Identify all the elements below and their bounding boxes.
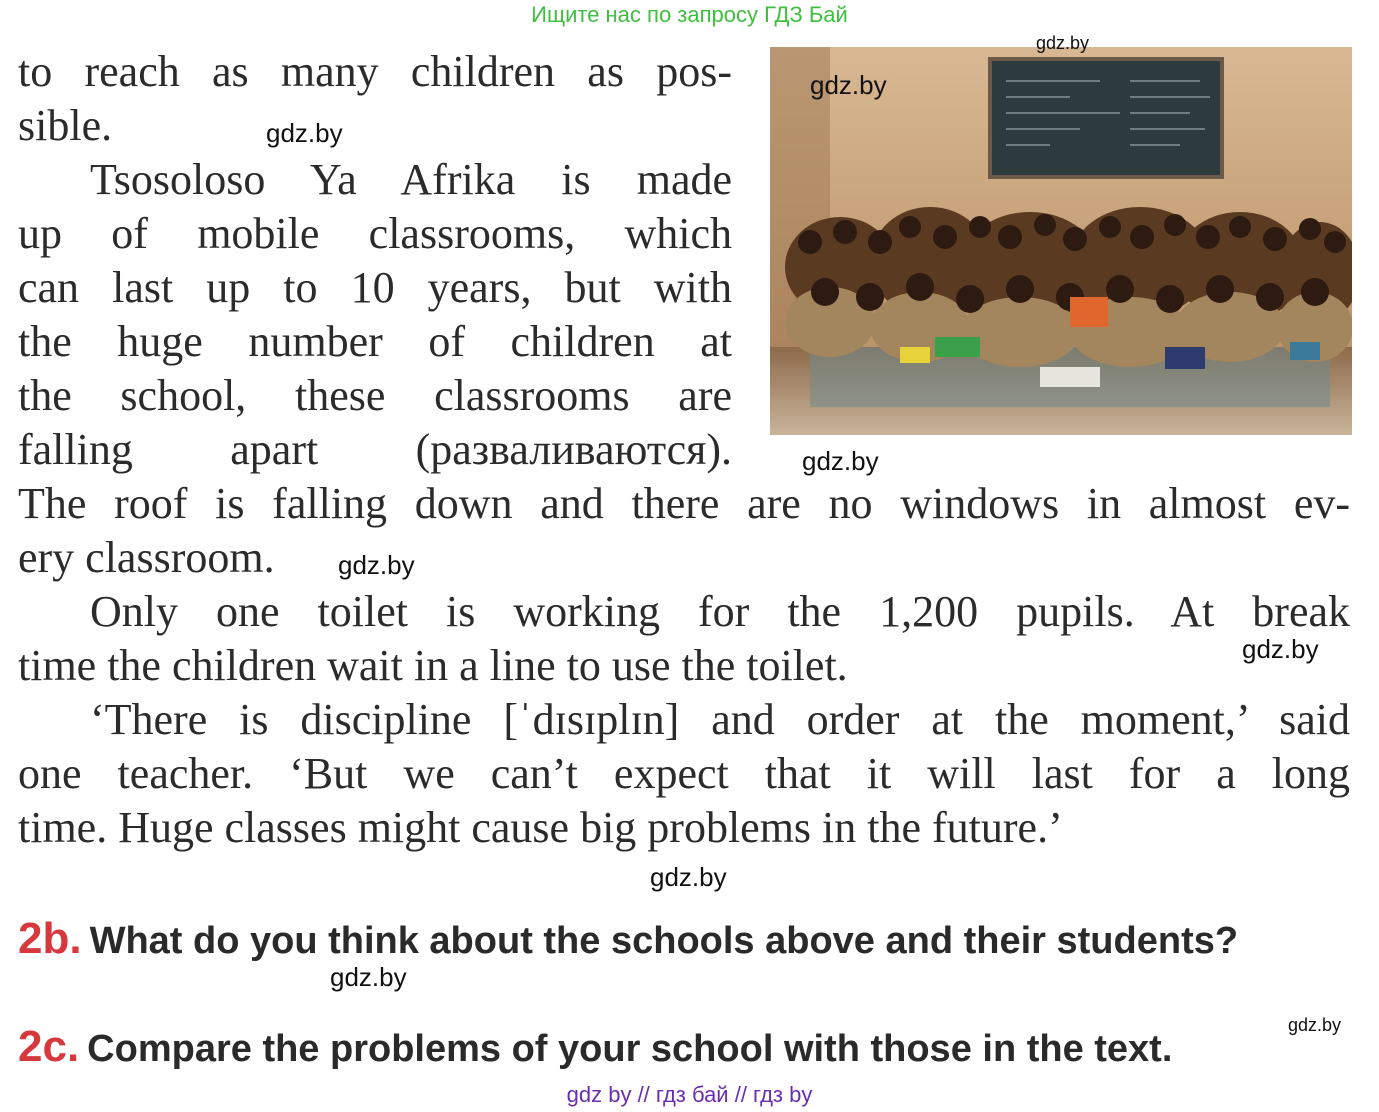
footer-link-text: gdz by // гдз бай // гдз by [566, 1082, 813, 1107]
body-text-line: falling apart (разваливаются). [18, 425, 732, 474]
task-text: Compare the problems of your school with those in the text. [87, 1028, 1173, 1070]
watermark: gdz.by [1288, 1015, 1342, 1035]
task-2c [18, 1022, 1172, 1072]
body-text-line: The roof is falling down and there are no windows in almost ev- [18, 479, 1350, 528]
watermark: gdz.by [802, 446, 879, 476]
watermark: gdz.by [1242, 634, 1319, 664]
body-text-line: to reach as many children as pos- [18, 47, 732, 96]
watermark: gdz.by [1036, 33, 1090, 53]
body-text-line: time the children wait in a line to use the toilet. [18, 641, 848, 690]
task-text: What do you think about the schools above and their students? [89, 920, 1239, 962]
body-text-line: the school, these classrooms are [18, 371, 732, 420]
top-banner: Ищите нас по запросу ГДЗ Бай [531, 2, 848, 27]
watermark: gdz.by [338, 550, 415, 580]
watermark: gdz.by [330, 962, 407, 992]
body-text-line: Only one toilet is working for the 1,200 pupils. At break [90, 587, 1350, 636]
task-number: 2b. [18, 914, 82, 963]
classroom-photo [770, 47, 1352, 435]
task-number: 2c. [18, 1022, 80, 1071]
body-text-line: up of mobile classrooms, which [18, 209, 732, 258]
body-text-line: time. Huge classes might cause big problems in the future.’ [18, 803, 1063, 852]
body-text-line: ery classroom. [18, 533, 275, 582]
watermark: gdz.by [810, 70, 887, 100]
body-text-line: the huge number of children at [18, 317, 732, 366]
body-text-line: ‘There is discipline [ˈdɪsɪplɪn] and order at the moment,’ said [90, 695, 1350, 744]
body-text-line: Tsosoloso Ya Afrika is made [90, 155, 732, 204]
body-text-line: one teacher. ‘But we can’t expect that it will last for a long [18, 749, 1350, 798]
watermark: gdz.by [266, 118, 343, 148]
task-2b [18, 914, 1238, 964]
body-text-line: sible. [18, 101, 113, 150]
watermark: gdz.by [650, 862, 727, 892]
body-text-line: can last up to 10 years, but with [18, 263, 732, 312]
